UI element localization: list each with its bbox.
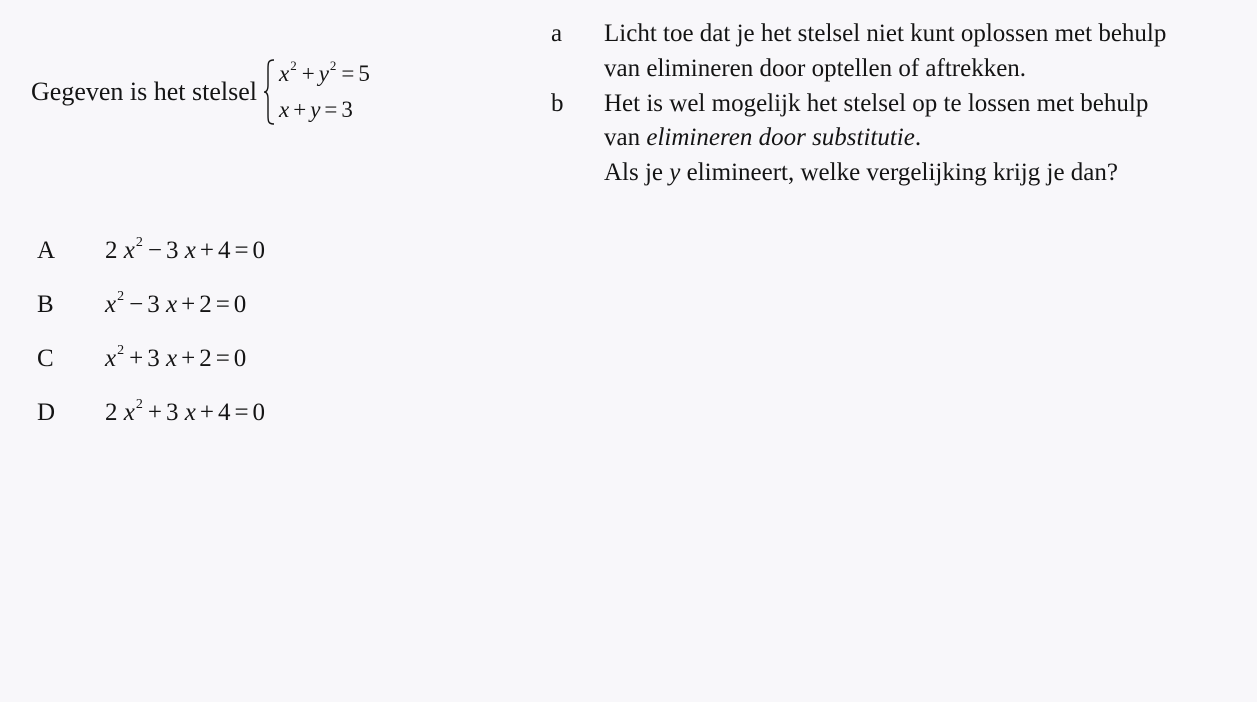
given-intro-text: Gegeven is het stelsel bbox=[31, 77, 257, 106]
equation-2: x + y = 3 bbox=[279, 97, 353, 122]
given-system bbox=[31, 58, 370, 126]
question-b-line-1: Het is wel mogelijk het stelsel op te lossen met behulp bbox=[604, 90, 1149, 117]
question-b-line-3: Als je y elimineert, welke vergelijking krijg je dan? bbox=[604, 159, 1118, 186]
question-a-line-1: Licht toe dat je het stelsel niet kunt oplossen met behulp bbox=[604, 20, 1167, 47]
question-b-letter: b bbox=[551, 90, 564, 117]
option-letter: C bbox=[37, 345, 54, 372]
option-letter: B bbox=[37, 291, 54, 318]
equation-system bbox=[279, 59, 370, 125]
question-b-line-2: van elimineren door substitutie. bbox=[604, 124, 922, 151]
left-brace-icon bbox=[263, 59, 275, 125]
option-equation: 2 $x^2 - 3$ x + 4 = 0 bbox=[105, 235, 266, 264]
option-equation: 2 $x^2 + 3$ x + 4 = 0 bbox=[105, 397, 266, 426]
option-letter: D bbox=[37, 399, 56, 426]
question-a-letter: a bbox=[551, 20, 563, 47]
option-equation: $x^2 - 3$ x + 2 = 0 bbox=[105, 289, 247, 318]
option-equation: $x^2 + 3$ x + 2 = 0 bbox=[105, 343, 247, 372]
question-a-line-2: van elimineren door optellen of aftrekken. bbox=[604, 55, 1027, 82]
equation-1: $x^2 + y^2 = 5$ bbox=[279, 58, 370, 86]
option-letter: A bbox=[37, 237, 56, 264]
